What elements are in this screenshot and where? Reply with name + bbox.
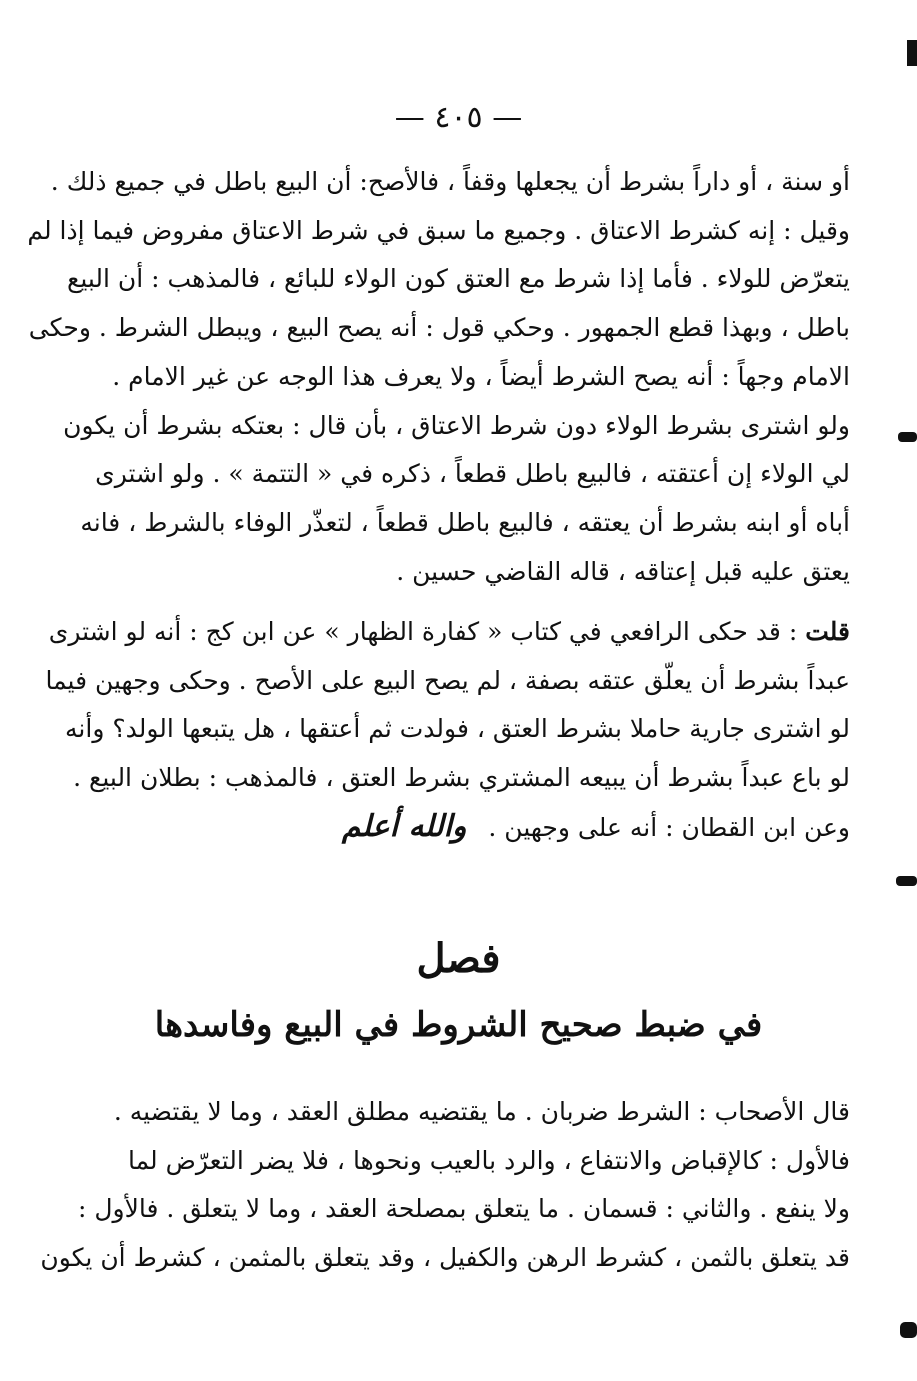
qult-label: قلت [805,617,850,646]
text-line: الامام وجهاً : أنه يصح الشرط أيضاً ، ولا يعرف هذا الوجه عن غير الامام . [112,361,850,391]
text-line: باطل ، وبهذا قطع الجمهور . وحكي قول : أنه يصح البيع ، ويبطل الشرط . وحكى [28,313,850,343]
scan-edge-mark [907,40,917,66]
text-line: لي الولاء إن أعتقته ، فالبيع باطل قطعاً ، ذكره في « التتمة » . ولو اشترى [95,459,850,489]
text-line: عبداً بشرط أن يعلّق عتقه بصفة ، لم يصح البيع على الأصح . وحكى وجهين فيما [45,665,850,695]
text-line: أباه أو ابنه بشرط أن يعتقه ، فالبيع باطل قطعاً ، لتعذّر الوفاء بالشرط ، فانه [80,507,850,537]
text-line: أو سنة ، أو داراً بشرط أن يجعلها وقفاً ، فالأصح: أن البيع باطل في جميع ذلك . [50,167,850,196]
text-segment: وعن ابن القطان : أنه على وجهين . [488,812,850,842]
text-line: يتعرّض للولاء . فأما إذا شرط مع العتق كون الولاء للبائع ، فالمذهب : أن البيع [67,264,850,294]
page-number: — ٤٠٥ — [394,100,523,135]
scan-edge-mark [896,876,917,886]
text-line [130,803,850,853]
closing-phrase: والله أعلم [341,808,467,844]
text-line: قد يتعلق بالثمن ، كشرط الرهن والكفيل ، وقد يتعلق بالمثمن ، كشرط أن يكون [40,1243,850,1273]
scan-edge-mark [900,1322,917,1338]
text-segment: : قد حكى الرافعي في كتاب « كفارة الظهار » عن ابن كج : أنه لو اشترى [48,617,798,646]
section-heading: فصل [416,935,501,982]
text-line: ولا ينفع . والثاني : قسمان . ما يتعلق بمصلحة العقد ، وما لا يتعلق . فالأول : [78,1194,850,1224]
text-line: يعتق عليه قبل إعتاقه ، قاله القاضي حسين . [396,556,850,586]
scan-edge-mark [898,432,917,442]
text-line: قال الأصحاب : الشرط ضربان . ما يقتضيه مطلق العقد ، وما لا يقتضيه . [113,1097,850,1126]
text-line: وقيل : إنه كشرط الاعتاق . وجميع ما سبق في شرط الاعتاق مفروض فيما إذا لم [27,215,850,245]
text-line: فالأول : كالإقباض والانتفاع ، والرد بالعيب ونحوها ، فلا يضر التعرّض لما [127,1145,850,1175]
text-line: لو باع عبداً بشرط أن يبيعه المشتري بشرط العتق ، فالمذهب : بطلان البيع . [73,763,850,793]
text-line [48,608,850,657]
paragraph-2 [45,608,850,853]
text-line: ولو اشترى بشرط الولاء دون شرط الاعتاق ، بأن قال : بعتكه بشرط أن يكون [63,410,850,440]
paragraph-3 [40,1088,850,1283]
paragraph-1 [27,158,850,596]
section-title: في ضبط صحيح الشروط في البيع وفاسدها [154,1005,763,1045]
text-line: لو اشترى جارية حاملا بشرط العتق ، فولدت ثم أعتقها ، هل يتبعها الولد؟ وأنه [65,714,850,744]
